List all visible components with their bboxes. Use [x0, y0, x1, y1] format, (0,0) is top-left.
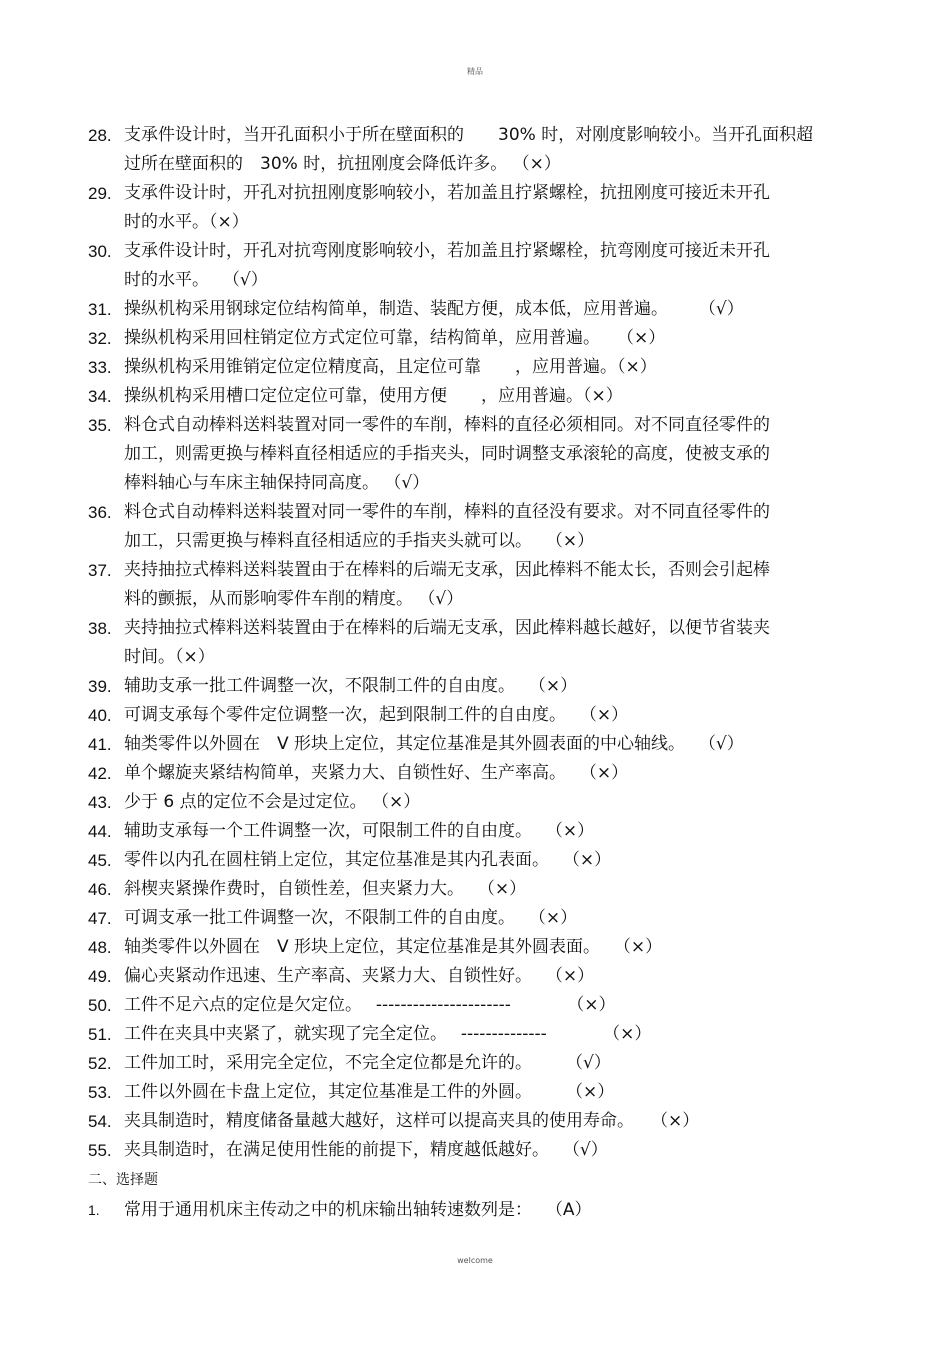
item-line: 工件加工时，采用完全定位，不完全定位都是允许的。 （√）: [124, 1053, 611, 1073]
item-number: 31.: [88, 300, 112, 319]
item-text: [124, 788, 858, 817]
item-text: [124, 1107, 858, 1136]
item-number: 38.: [88, 619, 112, 638]
item-text: [124, 556, 858, 614]
item-text: [124, 759, 858, 788]
list-item: [88, 411, 858, 498]
choice-question: [88, 1195, 858, 1225]
item-text: [124, 324, 858, 353]
item-number: 51.: [88, 1025, 112, 1044]
item-text: [124, 730, 858, 759]
item-line: 支承件设计时，开孔对抗扭刚度影响较小，若加盖且拧紧螺栓，抗扭刚度可接近未开孔: [124, 183, 770, 203]
item-text: [124, 817, 858, 846]
item-number: 40.: [88, 706, 112, 725]
list-item: [88, 933, 858, 962]
item-line: 轴类零件以外圆在 V 形块上定位，其定位基准是其外圆表面。 （×）: [124, 937, 663, 957]
item-text: [124, 179, 858, 237]
item-line: 偏心夹紧动作迅速、生产率高、夹紧力大、自锁性好。 （×）: [124, 966, 595, 986]
list-item: [88, 730, 858, 759]
item-text: [124, 411, 858, 498]
page-footer: welcome: [457, 1256, 493, 1265]
item-number: 53.: [88, 1083, 112, 1102]
item-text: [124, 614, 858, 672]
item-line: 时的水平。 （√）: [124, 270, 268, 290]
item-number: 46.: [88, 880, 112, 899]
list-item: [88, 295, 858, 324]
item-number: 54.: [88, 1112, 112, 1131]
item-number: 32.: [88, 329, 112, 348]
section-title: 二、选择题: [88, 1172, 158, 1188]
item-line: 时间。（×）: [124, 647, 215, 667]
list-item: [88, 991, 858, 1020]
choice-text: 常用于通用机床主传动之中的机床输出轴转速数列是： （A）: [124, 1200, 592, 1220]
item-number: 39.: [88, 677, 112, 696]
item-number: 41.: [88, 735, 112, 754]
item-line: 零件以内孔在圆柱销上定位，其定位基准是其内孔表面。 （×）: [124, 850, 612, 870]
item-line: 料仓式自动棒料送料装置对同一零件的车削，棒料的直径必须相同。对不同直径零件的: [124, 415, 770, 435]
item-number: 28.: [88, 126, 112, 145]
list-item: [88, 179, 858, 237]
item-number: 44.: [88, 822, 112, 841]
item-text: [124, 701, 858, 730]
item-line: 夹具制造时，在满足使用性能的前提下，精度越低越好。 （√）: [124, 1140, 608, 1160]
list-item: [88, 904, 858, 933]
item-line: 加工，只需更换与棒料直径相适应的手指夹头就可以。 （×）: [124, 531, 595, 551]
list-item: [88, 556, 858, 614]
item-line: 斜楔夹紧操作费时，自锁性差，但夹紧力大。 （×）: [124, 879, 527, 899]
item-line: 单个螺旋夹紧结构简单，夹紧力大、自锁性好、生产率高。 （×）: [124, 763, 629, 783]
item-number: 42.: [88, 764, 112, 783]
item-line: 辅助支承每一个工件调整一次，可限制工件的自由度。 （×）: [124, 821, 595, 841]
item-number: 49.: [88, 967, 112, 986]
item-number: 47.: [88, 909, 112, 928]
item-text: [124, 1136, 858, 1165]
item-line: 加工，则需更换与棒料直径相适应的手指夹头，同时调整支承滚轮的高度，使被支承的: [124, 444, 770, 464]
item-text: [124, 962, 858, 991]
list-item: [88, 1078, 858, 1107]
list-item: [88, 701, 858, 730]
item-line: 棒料轴心与车床主轴保持同高度。 （√）: [124, 473, 430, 493]
item-text: [124, 672, 858, 701]
list-item: [88, 759, 858, 788]
item-line: 夹具制造时，精度储备量越大越好，这样可以提高夹具的使用寿命。 （×）: [124, 1111, 700, 1131]
item-number: 52.: [88, 1054, 112, 1073]
item-line: 操纵机构采用回柱销定位方式定位可靠，结构简单，应用普遍。 （×）: [124, 328, 666, 348]
list-item: [88, 788, 858, 817]
item-text: [124, 295, 858, 324]
item-text: [124, 875, 858, 904]
item-text: [124, 846, 858, 875]
item-number: 34.: [88, 387, 112, 406]
list-item: [88, 875, 858, 904]
item-text: [124, 904, 858, 933]
item-line: 辅助支承一批工件调整一次，不限制工件的自由度。 （×）: [124, 676, 578, 696]
list-item: [88, 237, 858, 295]
item-number: 35.: [88, 416, 112, 435]
list-item: [88, 962, 858, 991]
item-number: 55.: [88, 1141, 112, 1160]
choice-number: 1.: [88, 1202, 100, 1218]
item-line: 料仓式自动棒料送料装置对同一零件的车削，棒料的直径没有要求。对不同直径零件的: [124, 502, 770, 522]
item-text: [124, 1049, 858, 1078]
item-line: 工件在夹具中夹紧了，就实现了完全定位。 -------------- （×）: [124, 1024, 652, 1044]
item-number: 29.: [88, 184, 112, 203]
item-line: 少于 6 点的定位不会是过定位。 （×）: [124, 792, 421, 812]
item-number: 48.: [88, 938, 112, 957]
item-line: 夹持抽拉式棒料送料装置由于在棒料的后端无支承，因此棒料不能太长，否则会引起棒: [124, 560, 770, 580]
item-line: 过所在壁面积的 30% 时，抗扭刚度会降低许多。 （×）: [124, 154, 561, 174]
list-item: [88, 846, 858, 875]
item-line: 工件以外圆在卡盘上定位，其定位基准是工件的外圆。 （×）: [124, 1082, 615, 1102]
list-item: [88, 1107, 858, 1136]
item-line: 料的颤振，从而影响零件车削的精度。 （√）: [124, 589, 464, 609]
item-text: [124, 121, 858, 179]
item-line: 轴类零件以外圆在 V 形块上定位，其定位基准是其外圆表面的中心轴线。 （√）: [124, 734, 744, 754]
item-line: 支承件设计时，当开孔面积小于所在壁面积的 30% 时，对刚度影响较小。当开孔面积超: [124, 125, 814, 145]
item-text: [124, 498, 858, 556]
item-number: 30.: [88, 242, 112, 261]
page-header: 精品: [467, 67, 483, 76]
item-line: 操纵机构采用钢球定位结构简单，制造、装配方便，成本低，应用普遍。 （√）: [124, 299, 744, 319]
list-item: [88, 1049, 858, 1078]
item-text: [124, 382, 858, 411]
list-item: [88, 353, 858, 382]
list-item: [88, 324, 858, 353]
list-item: [88, 498, 858, 556]
item-line: 可调支承一批工件调整一次，不限制工件的自由度。 （×）: [124, 908, 578, 928]
list-item: [88, 817, 858, 846]
item-text: [124, 1020, 858, 1049]
item-number: 45.: [88, 851, 112, 870]
item-text: [124, 991, 858, 1020]
list-item: [88, 1020, 858, 1049]
item-line: 可调支承每个零件定位调整一次，起到限制工件的自由度。 （×）: [124, 705, 629, 725]
true-false-list: [88, 121, 858, 1165]
list-item: [88, 672, 858, 701]
item-text: [124, 353, 858, 382]
item-line: 操纵机构采用锥销定位定位精度高，且定位可靠 ，应用普遍。（×）: [124, 357, 657, 377]
list-item: [88, 121, 858, 179]
item-text: [124, 1078, 858, 1107]
item-line: 夹持抽拉式棒料送料装置由于在棒料的后端无支承，因此棒料越长越好，以便节省装夹: [124, 618, 770, 638]
list-item: [88, 1136, 858, 1165]
list-item: [88, 382, 858, 411]
item-number: 36.: [88, 503, 112, 522]
item-text: [124, 933, 858, 962]
document-body: [88, 121, 858, 1225]
item-line: 操纵机构采用槽口定位定位可靠，使用方便 ，应用普遍。（×）: [124, 386, 623, 406]
item-number: 43.: [88, 793, 112, 812]
item-number: 50.: [88, 996, 112, 1015]
item-number: 33.: [88, 358, 112, 377]
item-line: 支承件设计时，开孔对抗弯刚度影响较小，若加盖且拧紧螺栓，抗弯刚度可接近未开孔: [124, 241, 770, 261]
item-line: 工件不足六点的定位是欠定位。 ---------------------- （×）: [124, 995, 616, 1015]
item-number: 37.: [88, 561, 112, 580]
item-text: [124, 237, 858, 295]
item-line: 时的水平。（×）: [124, 212, 249, 232]
list-item: [88, 614, 858, 672]
